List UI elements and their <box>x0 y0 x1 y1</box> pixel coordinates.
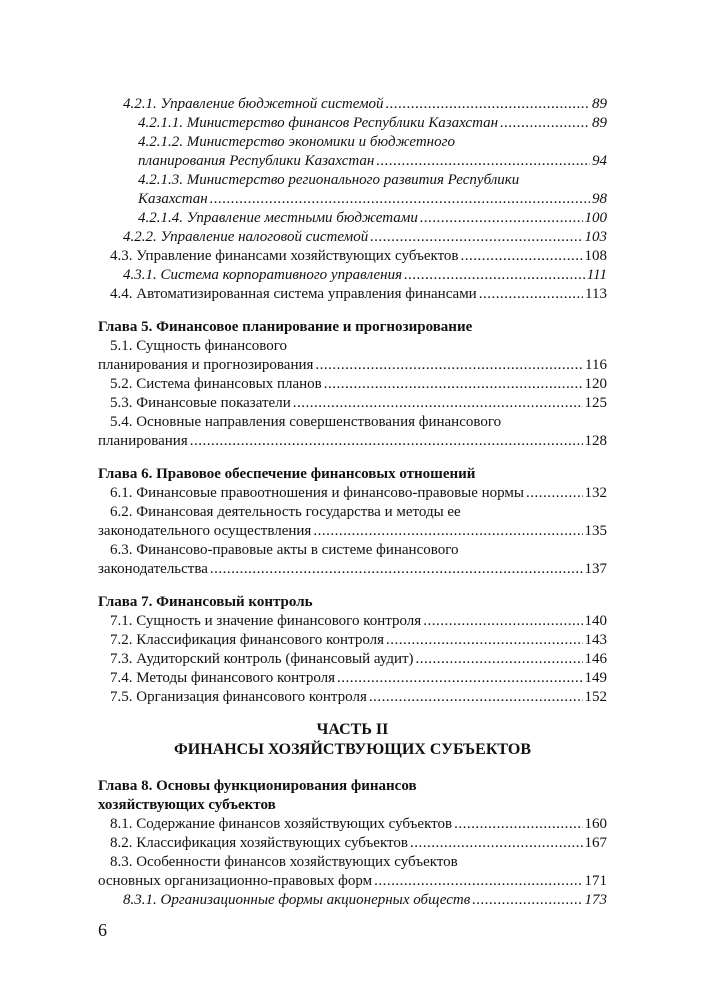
entry-page: 140 <box>584 613 607 629</box>
entry-page: 100 <box>584 210 607 226</box>
toc-entry <box>110 612 607 630</box>
toc-entry <box>123 891 607 909</box>
entry-title: 4.2.1.1. Министерство финансов Республики Казахстан <box>138 115 499 131</box>
entry-title: 8.2. Классификация хозяйствующих субъектов <box>110 835 408 851</box>
dot-leader <box>404 266 585 284</box>
toc-entry <box>110 484 607 502</box>
entry-page: 132 <box>584 485 607 501</box>
toc-entry <box>123 228 607 246</box>
entry-page: 152 <box>584 689 607 705</box>
dot-leader <box>454 815 582 833</box>
entry-title: законодательства <box>98 561 208 577</box>
entry-title: планирования Республики Казахстан <box>138 153 375 169</box>
entry-title: 8.3.1. Организационные формы акционерных обществ <box>123 892 471 908</box>
dot-leader <box>293 394 583 412</box>
chapter-heading: Глава 6. Правовое обеспечение финансовых отношений <box>98 466 476 482</box>
toc-entry <box>98 432 607 450</box>
toc-entry <box>138 114 607 132</box>
chapter-heading: Глава 7. Финансовый контроль <box>98 594 313 610</box>
page-number: 6 <box>98 920 107 940</box>
entry-page: 98 <box>592 191 607 207</box>
toc-entry <box>110 834 607 852</box>
dot-leader <box>376 152 590 170</box>
entry-title-line: 6.3. Финансово-правовые акты в системе финансового <box>110 542 459 558</box>
dot-leader <box>420 209 583 227</box>
entry-title: 4.2.1.4. Управление местными бюджетами <box>138 210 418 226</box>
dot-leader <box>386 95 590 113</box>
entry-page: 116 <box>585 357 607 373</box>
chapter-heading: Глава 8. Основы функционирования финансов <box>98 778 417 794</box>
entry-title-line: 5.4. Основные направления совершенствования финансового <box>110 414 502 430</box>
dot-leader <box>479 285 583 303</box>
toc-entry <box>138 190 607 208</box>
entry-page: 128 <box>584 433 607 449</box>
entry-page: 103 <box>584 229 607 245</box>
entry-page: 146 <box>584 651 607 667</box>
dot-leader <box>423 612 582 630</box>
entry-title: 7.3. Аудиторский контроль (финансовый аудит) <box>110 651 414 667</box>
entry-title: планирования <box>98 433 188 449</box>
entry-title: 5.3. Финансовые показатели <box>110 395 291 411</box>
entry-title: 7.5. Организация финансового контроля <box>110 689 367 705</box>
entry-title-line: 8.3. Особенности финансов хозяйствующих субъектов <box>110 854 458 870</box>
entry-page: 113 <box>585 286 607 302</box>
entry-title: 4.3. Управление финансами хозяйствующих субъектов <box>110 248 459 264</box>
dot-leader <box>324 375 583 393</box>
dot-leader <box>190 432 583 450</box>
entry-page: 167 <box>584 835 607 851</box>
entry-title: 7.2. Классификация финансового контроля <box>110 632 385 648</box>
entry-title-line: 6.2. Финансовая деятельность государства и методы ее <box>110 504 461 520</box>
entry-title: 5.2. Система финансовых планов <box>110 376 322 392</box>
entry-page: 137 <box>584 561 607 577</box>
entry-page: 94 <box>592 153 607 169</box>
entry-title: основных организационно-правовых форм <box>98 873 373 889</box>
toc-entry <box>98 560 607 578</box>
dot-leader <box>210 190 590 208</box>
dot-leader <box>210 560 583 578</box>
dot-leader <box>500 114 590 132</box>
entry-page: 160 <box>584 816 607 832</box>
entry-page: 143 <box>584 632 607 648</box>
toc-entry <box>110 375 607 393</box>
toc-entry <box>110 650 607 668</box>
toc-entry <box>110 669 607 687</box>
entry-page: 173 <box>584 892 607 908</box>
dot-leader <box>337 669 582 687</box>
dot-leader <box>461 247 583 265</box>
entry-page: 125 <box>584 395 607 411</box>
toc-entry <box>98 356 607 374</box>
toc-entry <box>138 152 607 170</box>
toc-entry <box>110 815 607 833</box>
entry-title: 6.1. Финансовые правоотношения и финансово-правовые нормы <box>110 485 525 501</box>
part-label: ЧАСТЬ II <box>316 721 389 738</box>
toc-entry <box>110 394 607 412</box>
entry-title-line: 4.2.1.3. Министерство регионального развития Республики <box>138 172 520 188</box>
dot-leader <box>369 688 583 706</box>
entry-page: 108 <box>584 248 607 264</box>
entry-title: 8.1. Содержание финансов хозяйствующих субъектов <box>110 816 453 832</box>
toc-entry <box>98 872 607 890</box>
entry-page: 120 <box>584 376 607 392</box>
entry-page: 135 <box>584 523 607 539</box>
toc-entry <box>110 688 607 706</box>
chapter-heading-cont: хозяйствующих субъектов <box>98 797 276 813</box>
entry-page: 149 <box>584 670 607 686</box>
dot-leader <box>526 484 582 502</box>
entry-title: Казахстан <box>138 191 208 207</box>
entry-title: 7.4. Методы финансового контроля <box>110 670 336 686</box>
toc-entry <box>110 631 607 649</box>
entry-title-line: 4.2.1.2. Министерство экономики и бюджетного <box>138 134 455 150</box>
part-title: ФИНАНСЫ ХОЗЯЙСТВУЮЩИХ СУБЪЕКТОВ <box>174 741 531 758</box>
toc-entry <box>98 522 607 540</box>
entry-title: 4.2.2. Управление налоговой системой <box>123 229 369 245</box>
dot-leader <box>416 650 583 668</box>
dot-leader <box>374 872 582 890</box>
entry-page: 171 <box>584 873 607 889</box>
dot-leader <box>386 631 582 649</box>
dot-leader <box>370 228 582 246</box>
entry-page: 89 <box>592 115 607 131</box>
dot-leader <box>410 834 583 852</box>
toc-entry <box>123 95 607 113</box>
dot-leader <box>472 891 582 909</box>
entry-page: 111 <box>586 267 607 283</box>
entry-title: планирования и прогнозирования <box>98 357 314 373</box>
chapter-heading: Глава 5. Финансовое планирование и прогнозирование <box>98 319 473 335</box>
entry-title: 4.4. Автоматизированная система управления финансами <box>110 286 477 302</box>
dot-leader <box>315 356 583 374</box>
toc-entry <box>110 247 607 265</box>
toc-entry <box>110 285 607 303</box>
entry-page: 89 <box>592 96 607 112</box>
entry-title: 4.3.1. Система корпоративного управления <box>123 267 403 283</box>
entry-title-line: 5.1. Сущность финансового <box>110 338 288 354</box>
entry-title: 7.1. Сущность и значение финансового контроля <box>110 613 422 629</box>
dot-leader <box>313 522 582 540</box>
entry-title: 4.2.1. Управление бюджетной системой <box>123 96 384 112</box>
toc-entry <box>123 266 607 284</box>
entry-title: законодательного осуществления <box>98 523 312 539</box>
toc-entry <box>138 209 607 227</box>
